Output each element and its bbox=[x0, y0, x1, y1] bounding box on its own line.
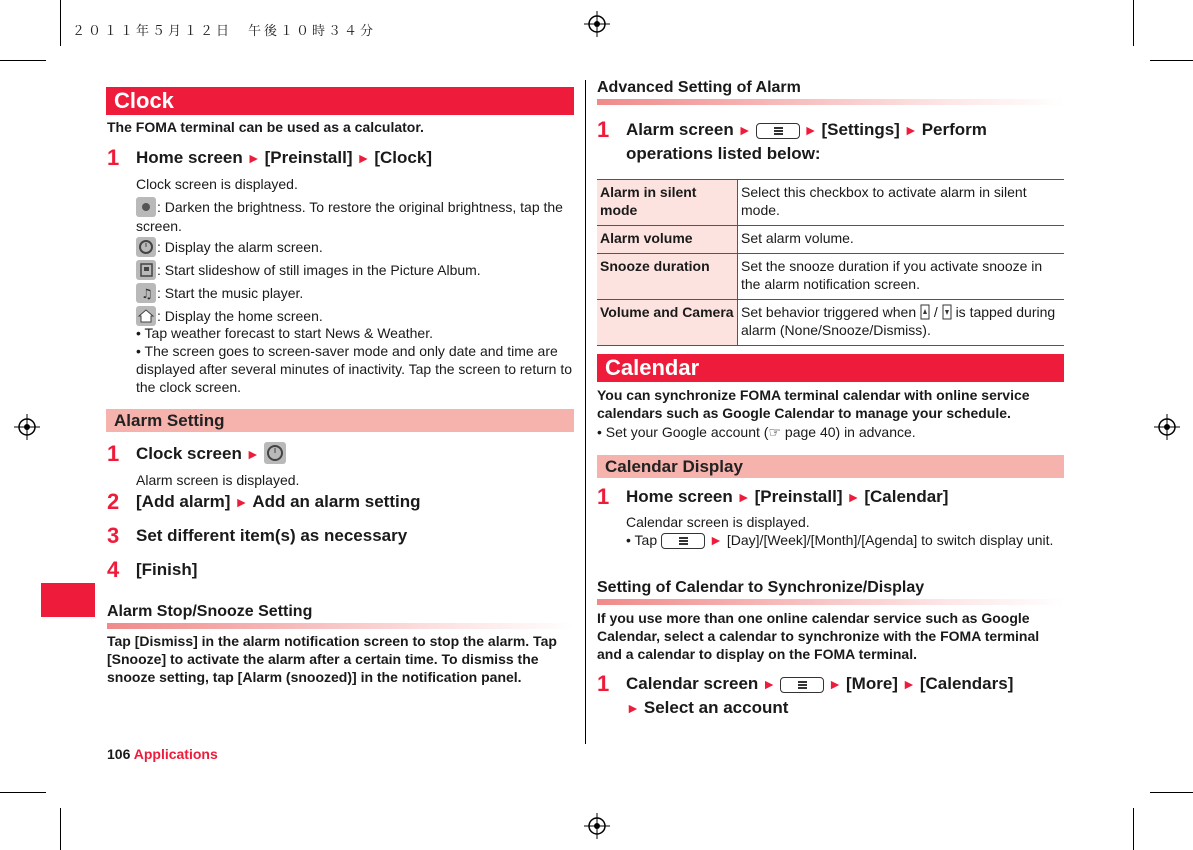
arrow-icon: ► bbox=[245, 446, 260, 462]
clock-bullet: • The screen goes to screen-saver mode and only date and time are displayed after several minutes of inactivity. Tap the screen to return to the clock screen. bbox=[136, 343, 573, 395]
subsection-underline bbox=[597, 599, 1064, 605]
registration-mark-icon bbox=[584, 11, 610, 37]
volume-up-key-icon bbox=[920, 304, 930, 320]
section-title-clock: Clock bbox=[106, 87, 574, 115]
table-key: Alarm in silent mode bbox=[597, 180, 738, 226]
brightness-icon bbox=[136, 197, 156, 217]
step-text: [More] bbox=[846, 674, 898, 693]
print-timestamp: ２０１１年５月１２日 午後１０時３４分 bbox=[72, 24, 377, 39]
icon-desc: : Start slideshow of still images in the Picture Album. bbox=[157, 262, 481, 278]
step-number: 3 bbox=[107, 523, 120, 548]
table-value-text: is tapped during alarm (None/Snooze/Dismiss). bbox=[741, 304, 1056, 338]
crop-mark bbox=[60, 808, 61, 850]
calendar-desc: Calendar screen is displayed. bbox=[626, 514, 810, 530]
step-number: 2 bbox=[107, 489, 120, 514]
step-text: Perform operations listed below: bbox=[626, 120, 987, 163]
arrow-icon: ► bbox=[828, 676, 843, 692]
icon-desc: : Start the music player. bbox=[157, 285, 304, 301]
section-title-calendar-display: Calendar Display bbox=[597, 455, 1064, 478]
sync-lead: If you use more than one online calendar service such as Google Calendar, select a calendar to synchronize with the FOMA terminal and a calendar to display on the FOMA terminal. bbox=[597, 610, 1040, 662]
clock-lead: The FOMA terminal can be used as a calculator. bbox=[107, 119, 424, 135]
step-text: [Clock] bbox=[374, 148, 432, 167]
table-key: Volume and Camera bbox=[597, 300, 738, 346]
crop-mark bbox=[1133, 808, 1134, 850]
arrow-icon: ► bbox=[762, 676, 777, 692]
arrow-icon: ► bbox=[903, 122, 918, 138]
step-text: [Calendars] bbox=[919, 674, 1014, 693]
alarm-clock-icon bbox=[136, 237, 156, 257]
table-row bbox=[597, 300, 1064, 346]
arrow-icon: ► bbox=[846, 489, 861, 505]
icon-desc: : Darken the brightness. To restore the original brightness, tap the screen. bbox=[136, 199, 563, 234]
icon-desc: : Display the alarm screen. bbox=[157, 239, 323, 255]
arrow-icon: ► bbox=[901, 676, 916, 692]
crop-mark bbox=[1133, 0, 1134, 46]
subsection-title-advanced: Advanced Setting of Alarm bbox=[597, 79, 801, 96]
bullet-text: • Tap bbox=[626, 532, 658, 548]
step-text: Clock screen bbox=[136, 444, 242, 463]
column-divider bbox=[585, 80, 586, 744]
icon-line-slideshow bbox=[136, 260, 576, 280]
clock-bullet: • Tap weather forecast to start News & Weather. bbox=[136, 325, 433, 341]
step-text: Alarm screen bbox=[626, 120, 734, 139]
arrow-icon: ► bbox=[356, 150, 371, 166]
crop-mark bbox=[0, 792, 46, 793]
step-text: [Preinstall] bbox=[754, 487, 843, 506]
crop-mark bbox=[1150, 792, 1193, 793]
menu-key-icon bbox=[661, 533, 705, 549]
icon-line-brightness bbox=[136, 197, 576, 235]
table-value: Set the snooze duration if you activate snooze in the alarm notification screen. bbox=[738, 254, 1065, 300]
alarm-step-1-desc: Alarm screen is displayed. bbox=[136, 472, 300, 488]
crop-mark bbox=[60, 0, 61, 46]
step-text: Add an alarm setting bbox=[252, 492, 421, 511]
table-key: Snooze duration bbox=[597, 254, 738, 300]
sync-step-1 bbox=[626, 672, 1066, 720]
alarm-step-3: Set different item(s) as necessary bbox=[136, 526, 408, 545]
calendar-step-1 bbox=[626, 485, 1066, 509]
arrow-icon: ► bbox=[246, 150, 261, 166]
volume-down-key-icon bbox=[942, 304, 952, 320]
table-value: Select this checkbox to activate alarm in silent mode. bbox=[738, 180, 1065, 226]
subsection-underline bbox=[107, 623, 575, 629]
home-icon bbox=[136, 306, 156, 326]
footer-section: Applications bbox=[133, 746, 218, 762]
registration-mark-icon bbox=[14, 414, 40, 440]
music-note-icon bbox=[136, 283, 156, 303]
step-number: 1 bbox=[597, 671, 610, 696]
reference-icon: ☞ bbox=[768, 425, 782, 441]
menu-key-icon bbox=[756, 123, 800, 139]
bullet-text: [Day]/[Week]/[Month]/[Agenda] to switch display unit. bbox=[726, 532, 1054, 548]
page-number: 106 bbox=[107, 746, 131, 762]
step-text: [Settings] bbox=[821, 120, 900, 139]
step-text: Select an account bbox=[643, 698, 789, 717]
arrow-icon: ► bbox=[736, 489, 751, 505]
slideshow-icon bbox=[136, 260, 156, 280]
subsection-title-sync: Setting of Calendar to Synchronize/Display bbox=[597, 579, 925, 596]
registration-mark-icon bbox=[1154, 414, 1180, 440]
icon-line-home bbox=[136, 306, 576, 326]
bullet-text: • Set your Google account ( bbox=[597, 424, 769, 440]
arrow-icon: ► bbox=[803, 122, 818, 138]
arrow-icon: ► bbox=[626, 700, 640, 716]
step-number: 1 bbox=[597, 484, 610, 509]
table-value-text: Set behavior triggered when bbox=[741, 304, 917, 320]
table-row bbox=[597, 226, 1064, 254]
icon-line-music bbox=[136, 283, 576, 303]
calendar-display-bullet bbox=[626, 531, 1066, 549]
table-value: Set alarm volume. bbox=[738, 226, 1065, 254]
alarm-clock-icon bbox=[264, 442, 286, 464]
clock-step-1 bbox=[136, 146, 576, 170]
menu-key-icon bbox=[780, 677, 824, 693]
step-number: 1 bbox=[597, 117, 610, 142]
table-value-sep: / bbox=[933, 304, 938, 320]
svg-text:♫: ♫ bbox=[141, 287, 153, 302]
section-title-calendar: Calendar bbox=[597, 354, 1064, 382]
table-key: Alarm volume bbox=[597, 226, 738, 254]
clock-desc: Clock screen is displayed. bbox=[136, 176, 298, 192]
step-text: [Calendar] bbox=[864, 487, 949, 506]
step-text: Calendar screen bbox=[626, 674, 759, 693]
alarm-step-4: [Finish] bbox=[136, 560, 198, 579]
subsection-title-alarm-stop: Alarm Stop/Snooze Setting bbox=[107, 603, 313, 620]
chapter-tab bbox=[41, 583, 95, 617]
step-number: 1 bbox=[107, 145, 120, 170]
step-number: 1 bbox=[107, 441, 120, 466]
arrow-icon: ► bbox=[709, 532, 723, 548]
step-text: Home screen bbox=[626, 487, 733, 506]
page-footer bbox=[107, 746, 218, 762]
table-value bbox=[738, 300, 1065, 346]
alarm-stop-lead: Tap [Dismiss] in the alarm notification screen to stop the alarm. Tap [Snooze] to activate the alarm after a certain time. To dismiss the snooze setting, tap [Alarm (snoozed)] in the notification panel. bbox=[107, 633, 557, 685]
step-text: [Preinstall] bbox=[264, 148, 353, 167]
bullet-text: page 40) in advance. bbox=[781, 424, 916, 440]
table-row bbox=[597, 180, 1064, 226]
step-text: [Add alarm] bbox=[136, 492, 231, 511]
table-row bbox=[597, 254, 1064, 300]
section-title-alarm-setting: Alarm Setting bbox=[106, 409, 574, 432]
alarm-settings-table bbox=[597, 179, 1064, 346]
alarm-step-2 bbox=[136, 490, 576, 514]
calendar-bullet bbox=[597, 423, 1065, 442]
step-number: 4 bbox=[107, 557, 120, 582]
icon-desc: : Display the home screen. bbox=[157, 308, 323, 324]
registration-mark-icon bbox=[584, 813, 610, 839]
arrow-icon: ► bbox=[737, 122, 752, 138]
step-text: Home screen bbox=[136, 148, 243, 167]
advanced-step-1 bbox=[626, 118, 1056, 166]
icon-line-alarm bbox=[136, 237, 576, 257]
arrow-icon: ► bbox=[234, 494, 249, 510]
subsection-underline bbox=[597, 99, 1064, 105]
crop-mark bbox=[0, 60, 46, 61]
alarm-step-1 bbox=[136, 442, 576, 466]
calendar-lead: You can synchronize FOMA terminal calendar with online service calendars such as Google Calendar to manage your schedule. bbox=[597, 387, 1030, 421]
crop-mark bbox=[1150, 60, 1193, 61]
